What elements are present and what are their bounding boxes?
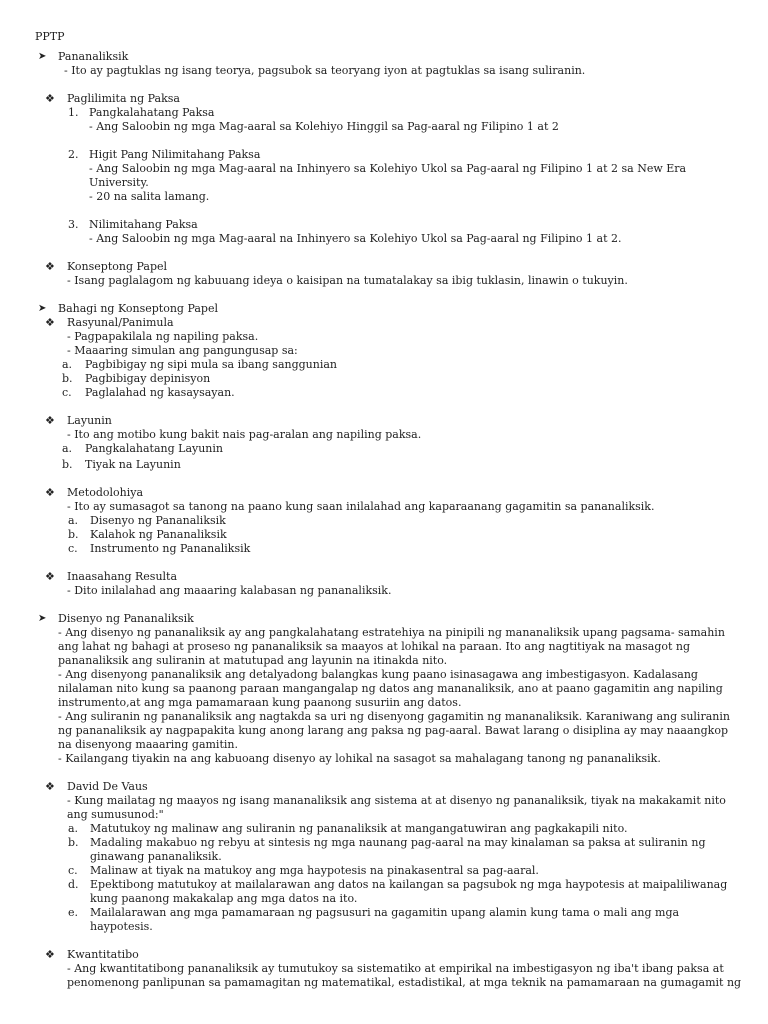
- body-line: - Ito ay sumasagot sa tanong na paano kung saan inilalahad ang kaparaanang gagamitin sa pananaliksik.: [67, 500, 655, 513]
- list-item-desc: University.: [89, 176, 149, 189]
- list-letter: d.: [68, 878, 79, 891]
- arrow-bullet-icon: ➤: [38, 51, 47, 62]
- paragraph-line: - Ang disenyong pananaliksik ang detalyadong balangkas kung paano isinasagawa ang imbestigasyon. Kadalasang: [58, 668, 698, 681]
- diamond-bullet-icon: ❖: [45, 414, 55, 427]
- list-item: kung paanong makakalap ang mga datos na ito.: [90, 892, 358, 905]
- list-item: Tiyak na Layunin: [85, 458, 181, 471]
- paragraph-line: - Ang disenyo ng pananaliksik ay ang pangkalahatang estratehiya na pinipili ng mananaliksik upang pagsama- samahin: [58, 626, 725, 639]
- list-letter: a.: [62, 442, 73, 455]
- body-line: - Dito inilalahad ang maaaring kalabasan ng pananaliksik.: [67, 584, 392, 597]
- subsection-heading: Metodolohiya: [67, 486, 143, 499]
- list-item-label: Pangkalahatang Paksa: [89, 106, 215, 119]
- definition-text: - Ito ay pagtuklas ng isang teorya, pagsubok sa teoryang iyon at pagtuklas sa isang suliranin.: [64, 64, 586, 77]
- list-item: Pangkalahatang Layunin: [85, 442, 223, 455]
- list-item: Matutukoy ng malinaw ang suliranin ng pananaliksik at mangangatuwiran ang pagkakapili nito.: [90, 822, 628, 835]
- list-letter: a.: [68, 514, 79, 527]
- list-item: Mailalarawan ang mga pamamaraan ng pagsusuri na gagamitin upang alamin kung tama o mali ang mga: [90, 906, 680, 919]
- paragraph-line: nilalaman nito kung sa paanong paraan mangangalap ng datos ang mananaliksik, ano at paano gagamitin ang napiling: [58, 682, 723, 695]
- list-letter: a.: [62, 358, 73, 371]
- body-line: penomenong panlipunan sa pamamagitan ng matematikal, estadistikal, at mga teknik na pamamaraan na gumagamit ng: [67, 976, 742, 989]
- paragraph-line: ang lahat ng bahagi at proseso ng pananaliksik sa maayos at lohikal na paraan. Ito ang nagtitiyak na masagot ng: [58, 640, 691, 653]
- list-item-desc: - Ang Saloobin ng mga Mag-aaral sa Kolehiyo Hinggil sa Pag-aaral ng Filipino 1 at 2: [89, 120, 559, 133]
- list-item: Paglalahad ng kasaysayan.: [85, 386, 235, 399]
- section-heading: Disenyo ng Pananaliksik: [58, 612, 194, 625]
- body-line: - Maaaring simulan ang pangungusap sa:: [67, 344, 298, 357]
- list-letter: c.: [68, 542, 78, 555]
- list-letter: c.: [62, 386, 72, 399]
- list-item: Malinaw at tiyak na matukoy ang mga haypotesis na pinakasentral sa pag-aaral.: [90, 864, 539, 877]
- list-item: Kalahok ng Pananaliksik: [90, 528, 227, 541]
- paragraph-line: ng pananaliksik ay nagpapakita kung anong larang ang paksa ng pag-aaral. Bawat larang o disiplina ay may naaangkop: [58, 724, 728, 737]
- list-item-desc: - Ang Saloobin ng mga Mag-aaral na Inhinyero sa Kolehiyo Ukol sa Pag-aaral ng Filipino 1 at 2.: [89, 232, 622, 245]
- list-letter: b.: [62, 372, 73, 385]
- subsection-heading: Layunin: [67, 414, 112, 427]
- list-letter: a.: [68, 822, 79, 835]
- list-item-desc: - Ang Saloobin ng mga Mag-aaral na Inhinyero sa Kolehiyo Ukol sa Pag-aaral ng Filipino 1 at 2 sa New Era: [89, 162, 687, 175]
- body-line: ang sumusunod:": [67, 808, 164, 821]
- list-item: Epektibong matutukoy at mailalarawan ang datos na kailangan sa pagsubok ng mga haypotesis at maipaliliwanag: [90, 878, 728, 891]
- list-letter: b.: [68, 528, 79, 541]
- document-title: PPTP: [35, 30, 65, 43]
- list-item: haypotesis.: [90, 920, 153, 933]
- list-item: ginawang pananaliksik.: [90, 850, 222, 863]
- list-letter: b.: [68, 836, 79, 849]
- section-heading: Bahagi ng Konseptong Papel: [58, 302, 218, 315]
- paragraph-line: - Kailangang tiyakin na ang kabuoang disenyo ay lohikal na sasagot sa mahalagang tanong ng pananaliksik.: [58, 752, 661, 765]
- subsection-heading: Kwantitatibo: [67, 948, 139, 961]
- subsection-heading: Inaasahang Resulta: [67, 570, 178, 583]
- paragraph-line: - Ang suliranin ng pananaliksik ang nagtakda sa uri ng disenyong gagamitin ng mananaliksik. Karaniwang ang suliranin: [58, 710, 730, 723]
- list-number: 1.: [68, 106, 79, 119]
- list-item: Instrumento ng Pananaliksik: [90, 542, 251, 555]
- arrow-bullet-icon: ➤: [38, 613, 47, 624]
- subsection-heading: David De Vaus: [67, 780, 148, 793]
- diamond-bullet-icon: ❖: [45, 92, 55, 105]
- diamond-bullet-icon: ❖: [45, 486, 55, 499]
- list-letter: b.: [62, 458, 73, 471]
- body-line: - Pagpapakilala ng napiling paksa.: [67, 330, 259, 343]
- definition-text: - Isang paglalagom ng kabuuang ideya o kaisipan na tumatalakay sa ibig tuklasin, linawin o tukuyin.: [67, 274, 628, 287]
- list-item: Disenyo ng Pananaliksik: [90, 514, 226, 527]
- list-letter: c.: [68, 864, 78, 877]
- body-line: - Kung mailatag ng maayos ng isang mananaliksik ang sistema at at disenyo ng pananaliksik, tiyak na makakamit nito: [67, 794, 726, 807]
- subsection-heading: Konseptong Papel: [67, 260, 168, 273]
- list-item-label: Higit Pang Nilimitahang Paksa: [89, 148, 261, 161]
- list-number: 3.: [68, 218, 79, 231]
- list-item-label: Nilimitahang Paksa: [89, 218, 198, 231]
- list-item: Pagbibigay ng sipi mula sa ibang sanggunian: [85, 358, 338, 371]
- diamond-bullet-icon: ❖: [45, 780, 55, 793]
- subsection-heading: Paglilimita ng Paksa: [67, 92, 180, 105]
- list-item: Pagbibigay depinisyon: [85, 372, 211, 385]
- body-line: - Ang kwantitatibong pananaliksik ay tumutukoy sa sistematiko at empirikal na imbestigasyon ng iba't ibang paksa at: [67, 962, 724, 975]
- list-number: 2.: [68, 148, 79, 161]
- diamond-bullet-icon: ❖: [45, 260, 55, 273]
- list-item-desc: - 20 na salita lamang.: [89, 190, 210, 203]
- diamond-bullet-icon: ❖: [45, 570, 55, 583]
- paragraph-line: instrumento,at ang mga pamamaraan kung paanong susuriin ang datos.: [58, 696, 462, 709]
- paragraph-line: pananaliksik ang suliranin at matutupad ang layunin na itinakda nito.: [58, 654, 448, 667]
- section-heading: Pananaliksik: [58, 50, 129, 63]
- subsection-heading: Rasyunal/Panimula: [67, 316, 174, 329]
- arrow-bullet-icon: ➤: [38, 303, 47, 314]
- diamond-bullet-icon: ❖: [45, 316, 55, 329]
- list-item: Madaling makabuo ng rebyu at sintesis ng mga naunang pag-aaral na may kinalaman sa paksa at suliranin ng: [90, 836, 706, 849]
- list-letter: e.: [68, 906, 79, 919]
- diamond-bullet-icon: ❖: [45, 948, 55, 961]
- paragraph-line: na disenyong maaaring gamitin.: [58, 738, 238, 751]
- body-line: - Ito ang motibo kung bakit nais pag-aralan ang napiling paksa.: [67, 428, 422, 441]
